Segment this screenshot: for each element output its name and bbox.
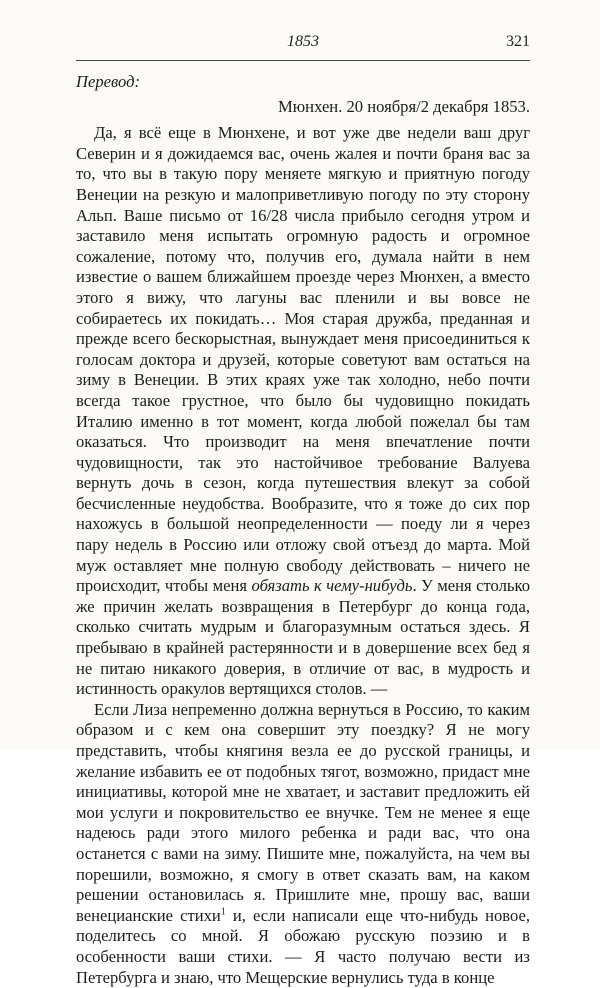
- letter-dateline: Мюнхен. 20 ноября/2 декабря 1853.: [278, 96, 530, 116]
- page-body: [76, 72, 530, 988]
- paragraph-1-text-b: . У меня столько же причин желать возвращения в Петербург до конца года, сколько считать мудрым и благоразумным остаться здесь. Я пребываю в крайней растерянности и в довершение всех бед я не питаю никакого доверия, в отличие от вас, в мудрость и истинность оракулов вертящихся столов. —: [76, 576, 530, 699]
- paragraph-2-text-a: Если Лиза непременно должна вернуться в Россию, то каким образом и с кем она совершит эту поездку? Я не могу представить, чтобы княгиня везла ее до русской границы, и желание избавить ее от подобных тягот, возможно, придаст мне инициативы, которой мне не хватает, и заставит предложить ей мои услуги и покровительство ее внучке. Тем не менее я еще надеюсь ради этого милого ребенка и ради вас, что она останется с вами на зиму. Пишите мне, пожалуйста, на чем вы порешили, возможно, я смогу в ответ сказать вам, на каком решении остановилась я. Пришлите мне, прошу вас, ваши венецианские стихи: [76, 699, 530, 925]
- translation-label: Перевод:: [76, 72, 140, 91]
- running-header-year: 1853: [287, 33, 319, 50]
- paragraph-1-text-a: Да, я всё еще в Мюнхене, и вот уже две недели ваш друг Северин и я дожидаемся вас, очень жалея и почти браня вас за то, что вы в такую пору меняете мягкую и приятную погоду Венеции на резкую и малоприветливую погоду по эту сторону Альп. Ваше письмо от 16/28 числа прибыло сегодня утром и заставило меня испытать огромную радость и огромное сожаление, потому что, получив его, думала найти в нем известие о вашем ближайшем проезде через Мюнхен, а вместо этого я вижу, что лагуны вас пленили и вы вовсе не собираетесь их покидать… Моя старая дружба, преданная и прежде всего бескорыстная, вынуждает меня присоединиться к голосам доктора и друзей, которые советуют вам остаться на зиму в Венеции. В этих краях уже так холодно, небо почти всегда такое грустное, что было бы чудовищно покидать Италию именно в тот момент, когда любой пожелал бы там оказаться. Что производит на меня впечатление почти чудовищности, так это настойчивое требование Валуева вернуть дочь в сезон, когда путешествия влекут за собой бесчисленные неудобства. Вообразите, что я тоже до сих пор нахожусь в большой неопределенности — поеду ли я через пару недель в Россию или отложу свой отъезд до марта. Мой муж оставляет мне полную свободу действовать – ничего не происходит, чтобы меня: [76, 123, 530, 596]
- paragraph-1: [76, 123, 530, 700]
- header-rule: [76, 60, 530, 61]
- running-header: [76, 33, 530, 53]
- page-number: 321: [506, 33, 530, 50]
- footnote-marker: 1: [220, 906, 226, 918]
- paragraph-2-text-b: и, если написали еще что-нибудь новое, поделитесь со мной. Я обожаю русскую поэзию и в особенности ваши стихи. — Я часто получаю вести из Петербурга и знаю, что Мещерские вернулись туда в конце: [76, 905, 530, 987]
- paragraph-1-italic: обязать к чему-нибудь: [251, 576, 413, 596]
- paragraph-2: [76, 700, 530, 988]
